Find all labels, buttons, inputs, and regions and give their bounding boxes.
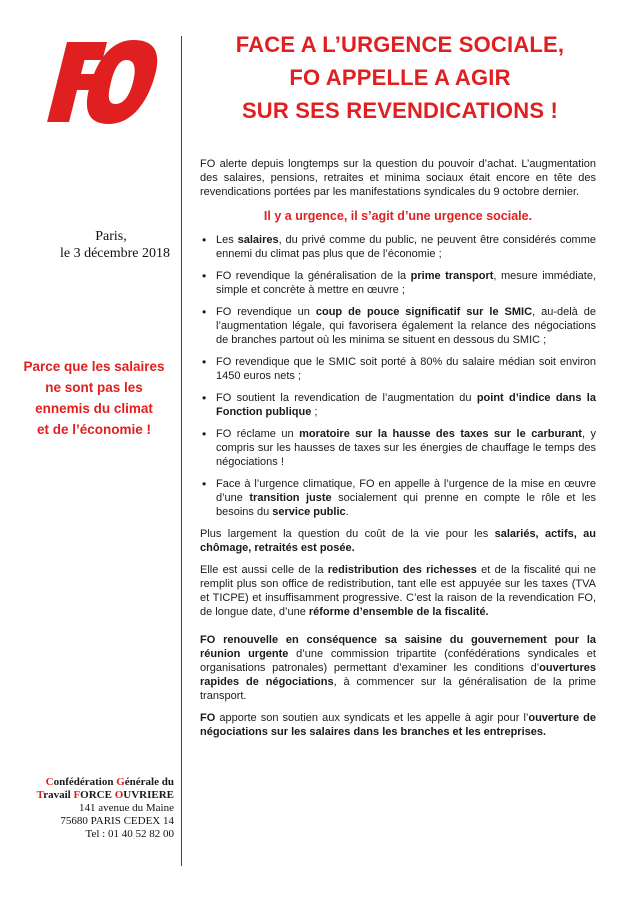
- dateline-city: Paris,: [95, 229, 127, 244]
- intro-paragraph: FO alerte depuis longtemps sur la question du pouvoir d’achat. L’augmentation des salaires, pensions, retraites et minima sociaux était encore en tête des revendications portées par les manifestations syndicales du 9 octobre dernier.: [200, 158, 596, 198]
- title-line-1: FACE A L’URGENCE SOCIALE,: [235, 32, 565, 57]
- list-item: • Les salaires, du privé comme du public, ne peuvent être considérés comme ennemi du climat pas plus que de l’économie ;: [200, 233, 596, 261]
- main-body: [200, 157, 596, 747]
- negotiation-paragraph: FO renouvelle en conséquence sa saisine du gouvernement pour la réunion urgente d’une commission tripartite (confédérations syndicales et organisations patronales) permettant d’examiner les conditions d’ouvertures rapides de négociations, à commencer sur la généralisation de la prime transport.: [200, 634, 596, 702]
- list-item: • FO soutient la revendication de l’augmentation du point d’indice dans la Fonction publique ;: [200, 391, 596, 419]
- org-postal: 75680 PARIS CEDEX 14: [60, 815, 174, 827]
- slogan: [14, 356, 174, 440]
- fo-logo: [40, 30, 160, 130]
- title-line-3: SUR SES REVENDICATIONS !: [241, 98, 559, 123]
- list-item: • FO revendique un coup de pouce significatif sur le SMIC, au-delà de l’augmentation légale, qui favorisera également la relance des négociations de branches partout où les minima se situent en dessous du SMIC ;: [200, 305, 596, 347]
- organisation-block: [14, 776, 174, 841]
- title-line-2: FO APPELLE A AGIR: [289, 65, 511, 90]
- dateline: [10, 228, 170, 262]
- support-paragraph: FO apporte son soutien aux syndicats et les appelle à agir pour l’ouverture de négociations sur les salaires dans les branches et les entreprises.: [200, 712, 596, 738]
- section-subtitle: Il y a urgence, il s’agit d’une urgence sociale.: [263, 209, 533, 223]
- list-item: • FO réclame un moratoire sur la hausse des taxes sur le carburant, y compris sur les hausses de taxes sur les énergies de chauffage le temps des négociations !: [200, 427, 596, 469]
- list-item: • FO revendique que le SMIC soit porté à 80% du salaire médian soit environ 1450 euros nets ;: [200, 355, 596, 383]
- org-name-line-2: Travail FORCE OUVRIERE: [36, 789, 174, 801]
- redistribution-paragraph: Elle est aussi celle de la redistribution des richesses et de la fiscalité qui ne remplit plus son office de redistribution, tant elle est appuyée sur les taxes (TVA et TICPE) et insuffisamment progressive. C’est la raison de la revendication FO, de longue date, d’une réforme d’ensemble de la fiscalité.: [200, 564, 597, 618]
- list-item: • Face à l’urgence climatique, FO en appelle à l’urgence de la mise en œuvre d’une transition juste socialement qui prenne en compte le rôle et les besoins du service public.: [200, 477, 596, 519]
- org-phone: Tel : 01 40 52 82 00: [85, 828, 174, 840]
- org-name-line-1: Confédération Générale du: [45, 776, 174, 788]
- slogan-line-1: Parce que les salaires: [23, 359, 165, 374]
- dateline-date: le 3 décembre 2018: [59, 246, 170, 261]
- list-item: • FO revendique la généralisation de la prime transport, mesure immédiate, simple et concrète à mettre en œuvre ;: [200, 269, 596, 297]
- demands-list: [200, 233, 596, 519]
- cost-of-living-paragraph: Plus largement la question du coût de la vie pour les salariés, actifs, au chômage, retraités est posée.: [200, 528, 596, 554]
- org-address: 141 avenue du Maine: [79, 802, 174, 814]
- page-title: [190, 28, 610, 127]
- column-divider: [181, 36, 182, 866]
- slogan-line-2: ne sont pas les: [45, 380, 143, 395]
- slogan-line-4: et de l’économie !: [36, 422, 152, 437]
- slogan-line-3: ennemis du climat: [35, 401, 153, 416]
